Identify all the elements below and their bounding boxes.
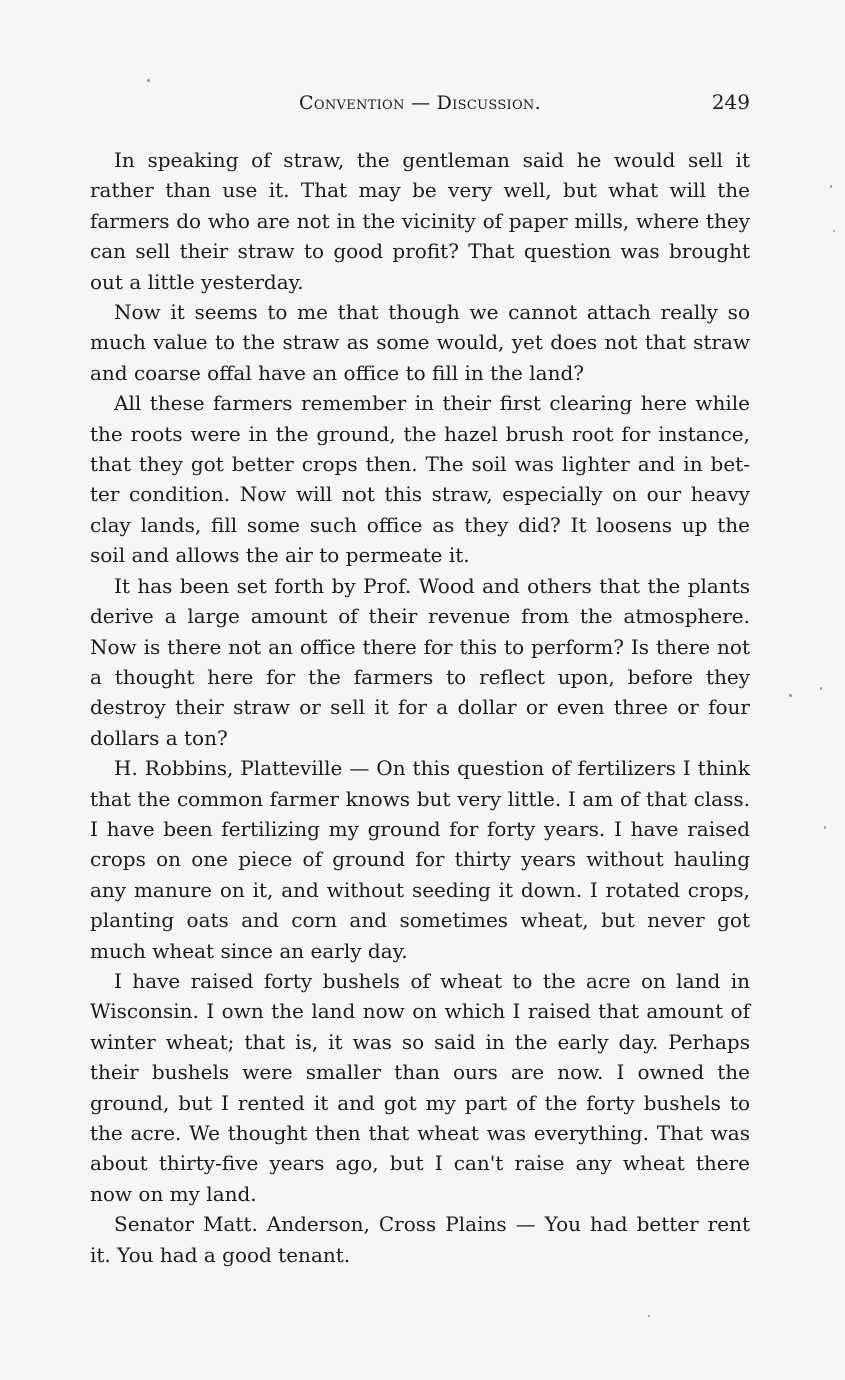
paragraph-first-clearing: All these farmers remember in their first clearing here while the roots were in the ground, the hazel brush root for instance, that they got better crops then. The soil was lighter and in better condition. Now will not this straw, especially on our heavy clay lands, fill some such office as they did? It loosens up the soil and allows the air to permeate it. (90, 391, 750, 568)
paragraph-robbins: H. Robbins, Platteville — On this question of fertilizers I think that the common farmer knows but very little. I am of that class. I have been fertilizing my ground for forty years. I have raised crops on one piece of ground for thirty years without hauling any manure on it, and without seeding it down. I rotated crops, planting oats and corn and sometimes wheat, but never got much wheat since an early day. (90, 756, 750, 963)
scan-speck (833, 230, 835, 232)
page-number: 249 (711, 90, 750, 114)
scan-speck (820, 687, 822, 690)
paragraph-wisconsin-wheat: I have raised forty bushels of wheat to the acre on land in Wisconsin. I own the land now on which I raised that amount of winter wheat; that is, it was so said in the early day. Perhaps their bushels were smaller than ours are now. I owned the ground, but I rented it and got my part of the forty bushels to the acre. We thought then that wheat was everything. That was about thirty-five years ago, but I can't raise any wheat there now on my land. (90, 968, 750, 1206)
scan-speck (824, 826, 826, 829)
paragraph-atmosphere: It has been set forth by Prof. Wood and others that the plants derive a large amount of their revenue from the atmosphere. Now is there not an office there for this to perform? Is there not a thought here for the farmers to reflect upon, before they destroy their straw or sell it for a dollar or even three or four dollars a ton? (90, 573, 750, 750)
paragraph-straw-office: Now it seems to me that though we cannot attach really so much value to the straw as some would, yet does not that straw and coarse offal have an office to fill in the land? (90, 300, 750, 385)
scan-speck (648, 1315, 650, 1317)
running-head: Convention — Discussion. (299, 92, 541, 114)
scan-speck (830, 185, 832, 188)
scan-speck (789, 694, 792, 697)
paragraph-straw-selling: In speaking of straw, the gentleman said he would sell it rather than use it. That may be very well, but what will the farmers do who are not in the vicinity of paper mills, where they can sell their straw to good profit? That question was brought out a little yesterday. (90, 148, 750, 294)
paragraph-anderson: Senator Matt. Anderson, Cross Plains — You had better rent it. You had a good tenant. (90, 1212, 750, 1267)
scan-speck (147, 79, 150, 82)
page-header (90, 90, 750, 120)
body-text (90, 145, 750, 1270)
